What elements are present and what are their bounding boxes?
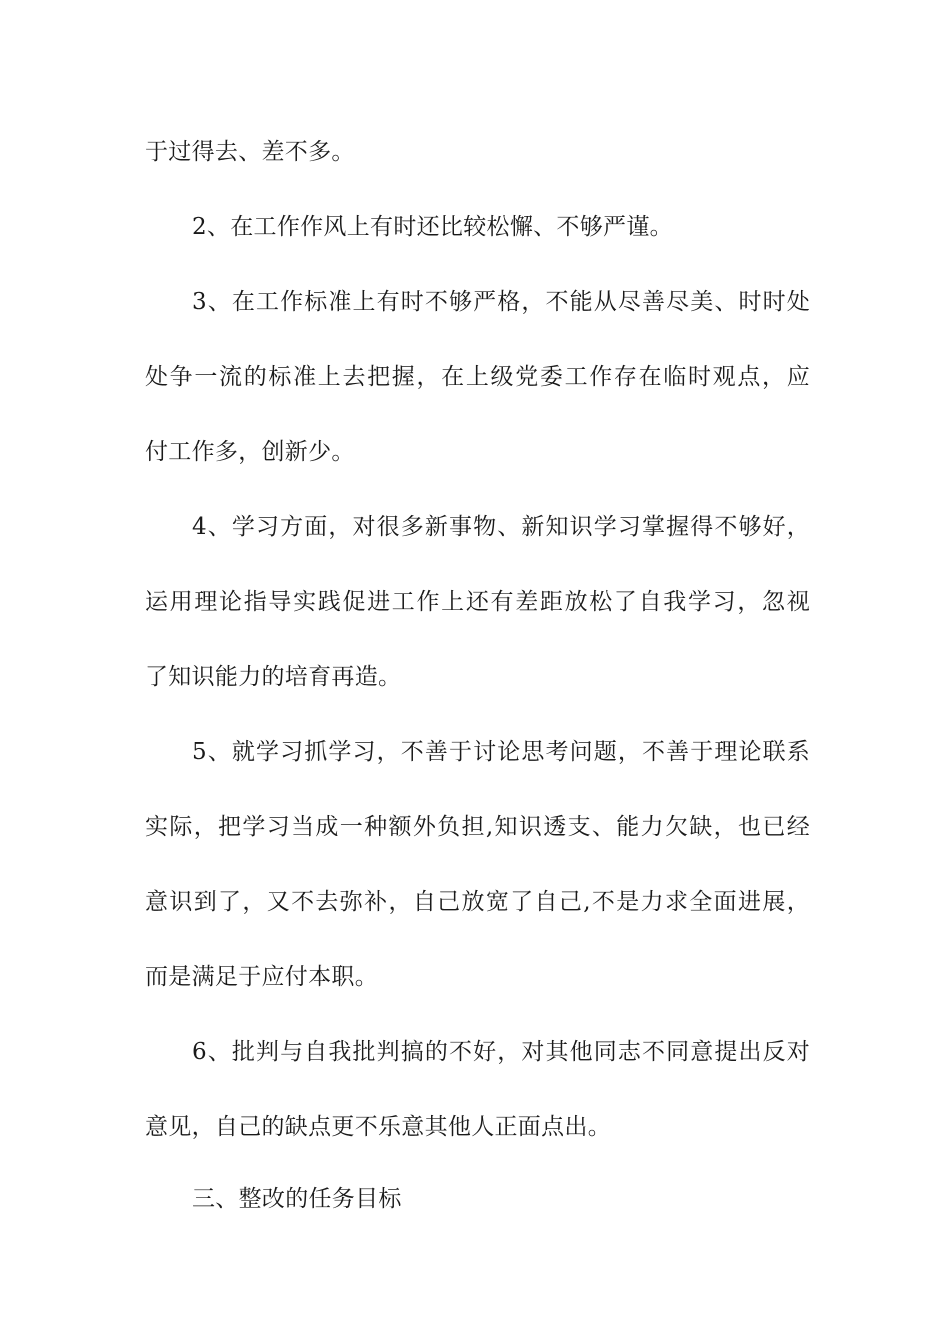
paragraph-line: 4、学习方面，对很多新事物、新知识学习掌握得不够好， bbox=[192, 514, 810, 540]
paragraph-line: 于过得去、差不多。 bbox=[145, 139, 355, 165]
paragraph-line: 实际，把学习当成一种额外负担,知识透支、能力欠缺，也已经 bbox=[145, 814, 810, 840]
paragraph-line: 运用理论指导实践促进工作上还有差距放松了自我学习，忽视 bbox=[145, 589, 810, 615]
paragraph-line: 付工作多，创新少。 bbox=[145, 439, 355, 465]
paragraph-line: 了知识能力的培育再造。 bbox=[145, 664, 402, 690]
paragraph-line: 而是满足于应付本职。 bbox=[145, 964, 378, 990]
paragraph-line: 2、在工作作风上有时还比较松懈、不够严谨。 bbox=[192, 214, 673, 240]
paragraph-line: 3、在工作标准上有时不够严格，不能从尽善尽美、时时处 bbox=[192, 289, 810, 315]
paragraph-line: 意识到了，又不去弥补，自己放宽了自己,不是力求全面进展， bbox=[145, 889, 810, 915]
paragraph-line: 6、批判与自我批判搞的不好，对其他同志不同意提出反对 bbox=[192, 1039, 810, 1065]
paragraph-line: 意见，自己的缺点更不乐意其他人正面点出。 bbox=[145, 1114, 611, 1140]
section-heading: 三、整改的任务目标 bbox=[192, 1186, 402, 1212]
paragraph-line: 5、就学习抓学习，不善于讨论思考问题，不善于理论联系 bbox=[192, 739, 810, 765]
paragraph-line: 处争一流的标准上去把握，在上级党委工作存在临时观点，应 bbox=[145, 364, 810, 390]
